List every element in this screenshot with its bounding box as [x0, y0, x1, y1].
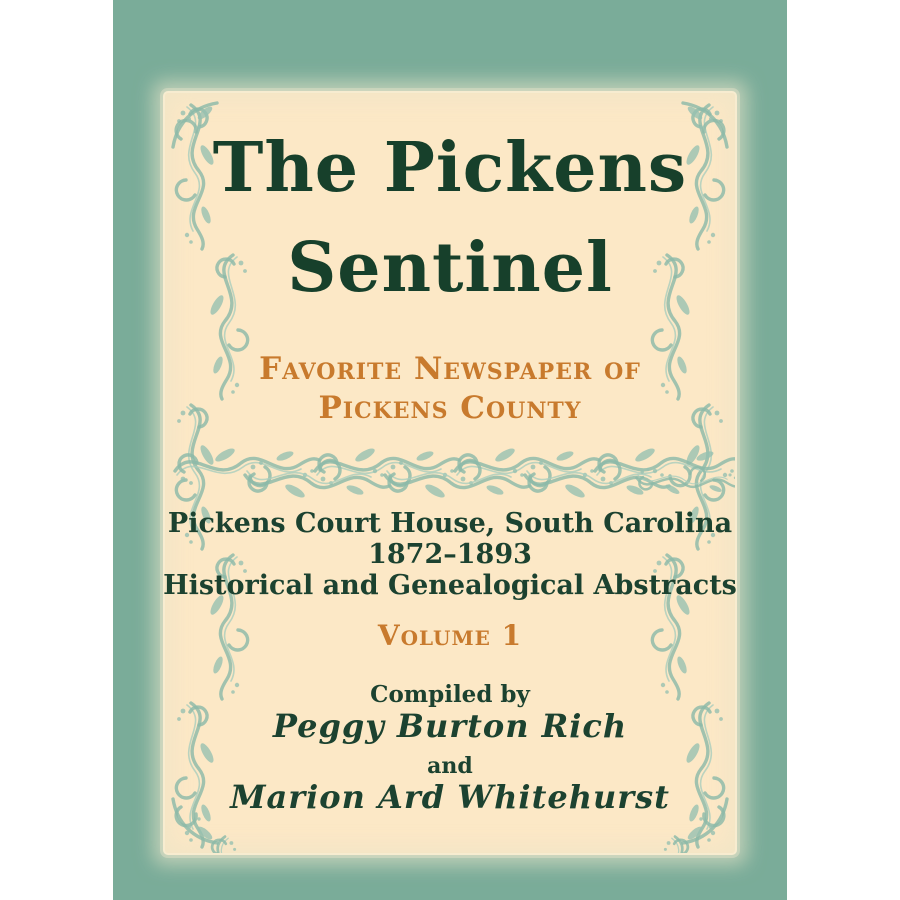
volume-label: Volume 1 [377, 619, 523, 652]
subtitle-line-1: Favorite Newspaper of [259, 351, 641, 387]
subtitle-line-2: Pickens County [318, 390, 582, 426]
and-label: and [427, 753, 473, 779]
title-line-2: Sentinel [287, 228, 613, 308]
book-cover [113, 0, 787, 900]
title-line-1: The Pickens [212, 128, 688, 208]
imprint-place: Pickens Court House, South Carolina [167, 508, 733, 539]
imprint-block [113, 508, 787, 601]
author-name-1: Peggy Burton Rich [272, 707, 628, 745]
imprint-years: 1872–1893 [368, 539, 532, 570]
imprint-description: Historical and Genealogical Abstracts [163, 570, 737, 601]
compiled-by-label: Compiled by [370, 681, 530, 708]
author-name-2: Marion Ard Whitehurst [230, 778, 670, 816]
